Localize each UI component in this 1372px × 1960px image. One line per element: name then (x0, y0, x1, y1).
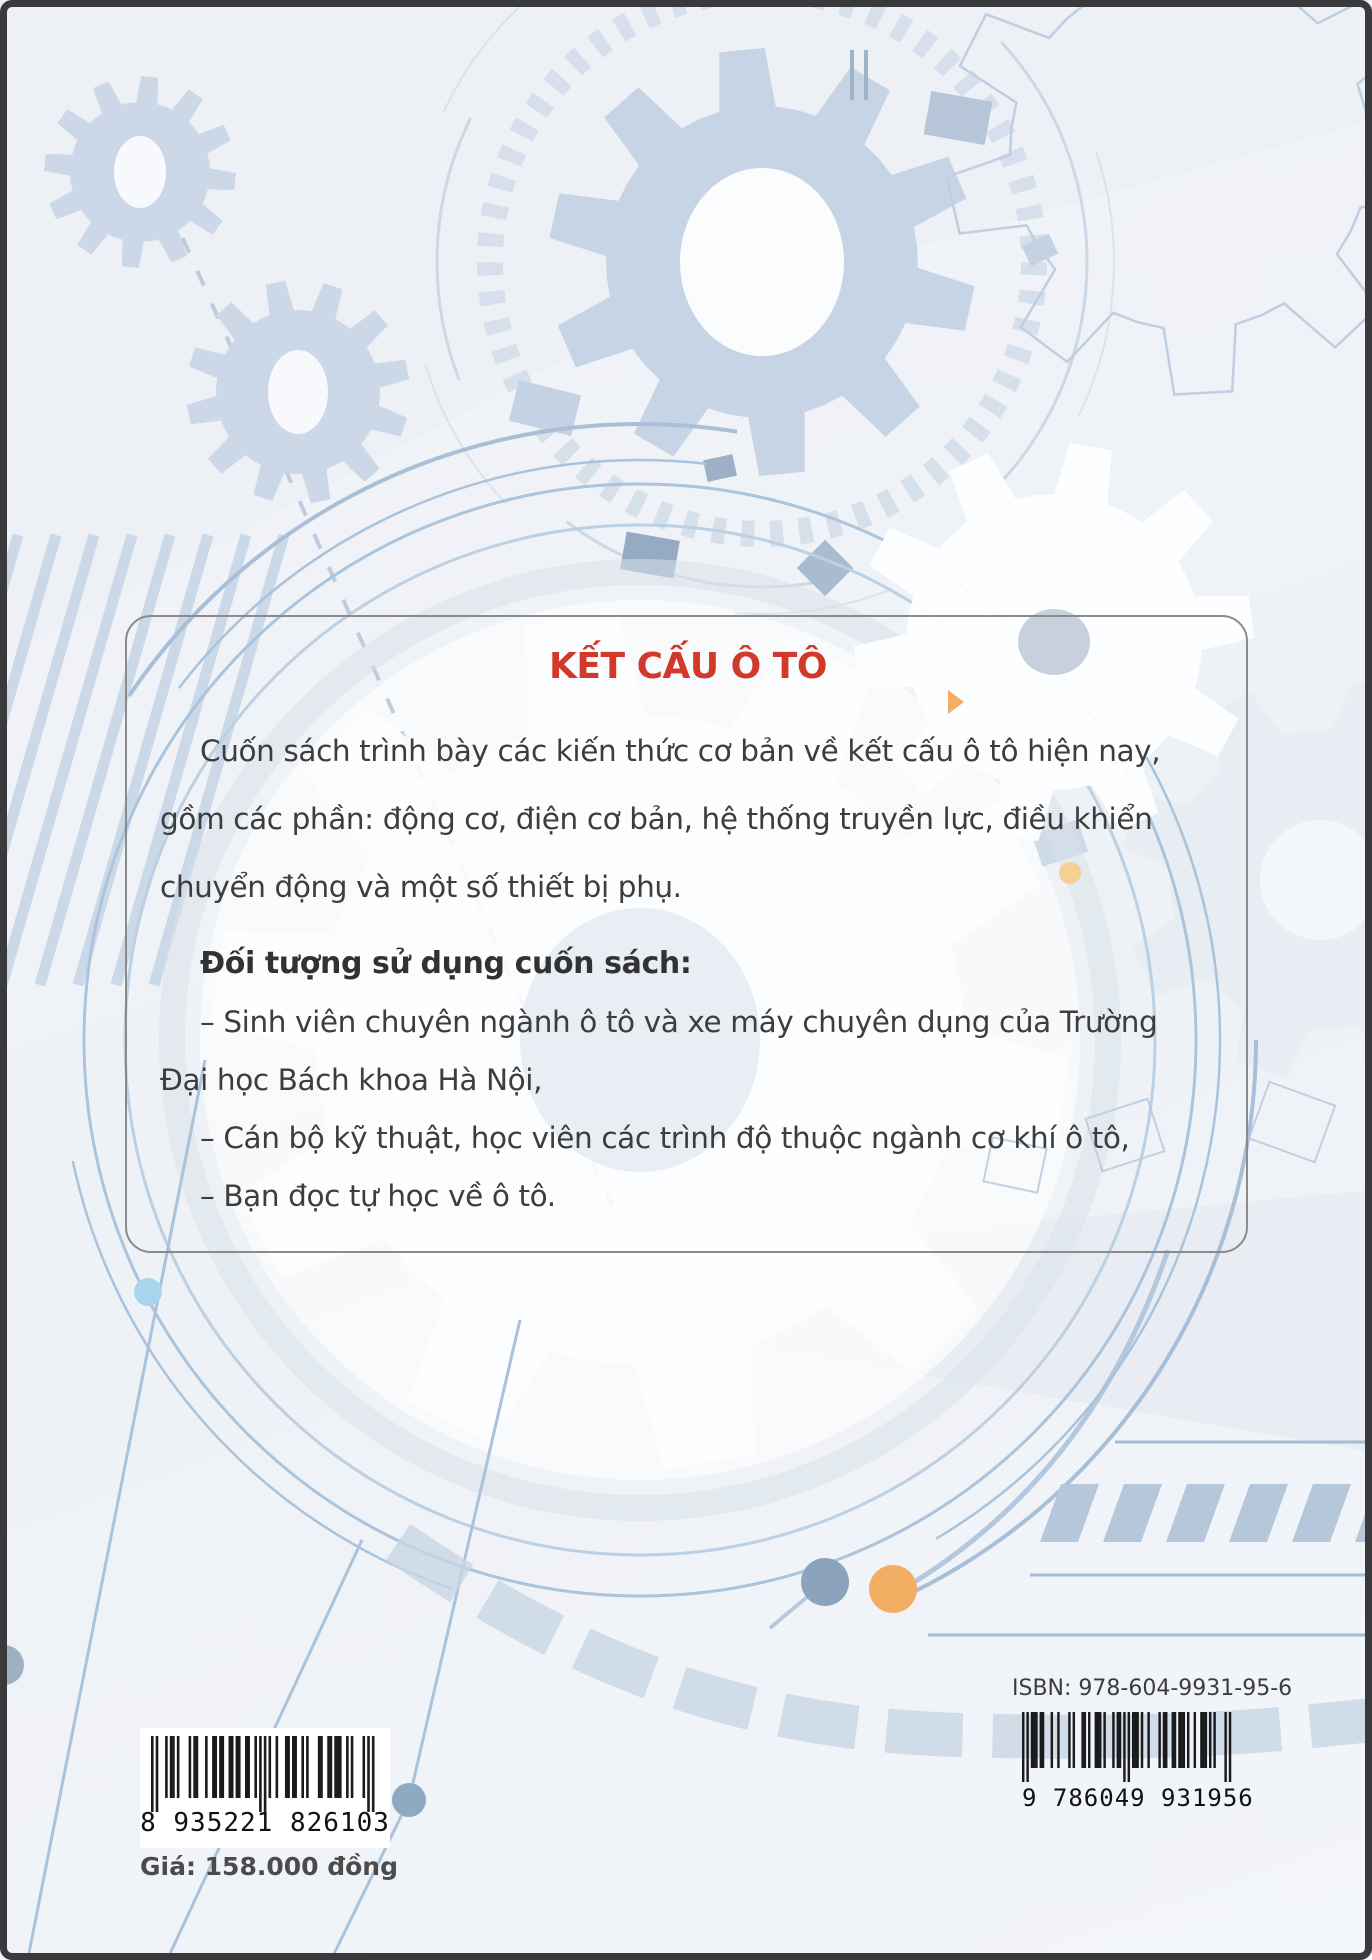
orange-dot (869, 1565, 917, 1613)
cyan-dot (134, 1278, 162, 1306)
audience-line: Đại học Bách khoa Hà Nội, (160, 1063, 543, 1097)
audience-line: – Bạn đọc tự học về ô tô. (200, 1179, 556, 1213)
audience-line: – Sinh viên chuyên ngành ô tô và xe máy chuyên dụng của Trường (200, 1005, 1158, 1039)
isbn-label: ISBN: 978-604-9931-95-6 (1012, 1676, 1293, 1701)
slate-dot (801, 1558, 849, 1606)
description-line: gồm các phần: động cơ, điện cơ bản, hệ thống truyền lực, điều khiển (160, 802, 1153, 836)
audience-line: – Cán bộ kỹ thuật, học viên các trình độ thuộc ngành cơ khí ô tô, (200, 1121, 1130, 1155)
description-line: chuyển động và một số thiết bị phụ. (160, 870, 682, 904)
isbn-ean13-barcode (1022, 1712, 1232, 1784)
description-line: Cuốn sách trình bày các kiến thức cơ bản về kết cấu ô tô hiện nay, (200, 734, 1161, 768)
price-label: Giá: 158.000 đồng (140, 1852, 398, 1881)
barcode-digits: 8 935221 826103 (140, 1808, 390, 1838)
summary-box (125, 615, 1248, 1253)
audience-list (160, 993, 1216, 1225)
book-description (160, 717, 1216, 921)
ean13-barcode (151, 1736, 375, 1814)
audience-heading: Đối tượng sử dụng cuốn sách: (200, 946, 692, 981)
isbn-barcode (1012, 1676, 1293, 1812)
book-title: KẾT CẤU Ô TÔ (549, 646, 827, 687)
isbn-digits: 9 786049 931956 (1022, 1784, 1254, 1812)
gray-dot (392, 1783, 426, 1817)
decor-block (703, 454, 737, 482)
